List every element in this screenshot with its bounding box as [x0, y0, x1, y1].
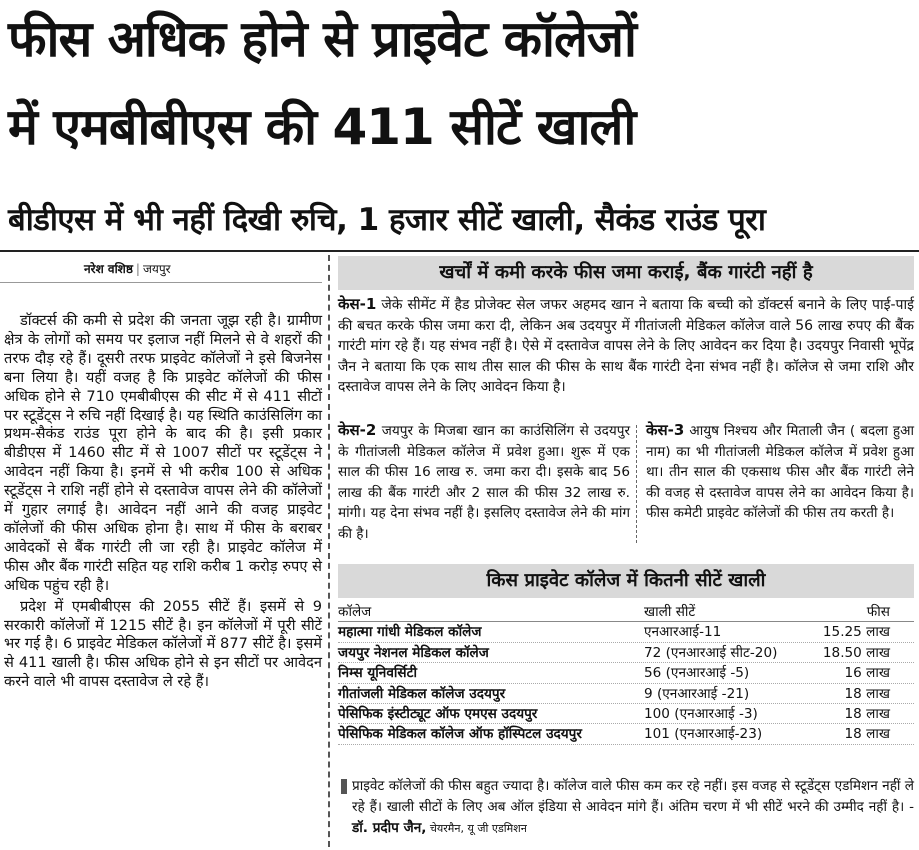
case-3-text: आयुष निश्चय और मिताली जैन ( बदला हुआ नाम) का भी गीतांजली मेडिकल कॉलेज में प्रवेश हुआ था। तीन साल की एकसाथ फीस और बैंक गारंटी लेने की वजह से दस्तावेज वापस लेने का आवेदन किया है। फीस कमेटी प्राइवेट कॉलेजों की फीस तय करती है।	[646, 423, 914, 522]
sidebar-title: खर्चों में कमी करके फीस जमा कराई, बैंक गारंटी नहीं है	[338, 256, 914, 290]
story-paragraph-2: प्रदेश में एमबीबीएस की 2055 सीटें हैं। इसमें से 9 सरकारी कॉलेजों में 1215 सीटें है। इन कॉलेजों में पूरी सीटें भर गई है। 6 प्राइवेट मेडिकल कॉलेजों में 877 सीटें है। इसमें से 411 खाली है। फीस अधिक होने से इन सीटों पर आवेदन करने वाले भी वापस दस्तावेज ले रहे हैं।	[4, 597, 322, 691]
quote-designation: चेयरमैन, यू जी एडमिशन	[426, 822, 527, 835]
college-name: महात्मा गांधी मेडिकल कॉलेज	[338, 624, 482, 641]
case-2-text: जयपुर के मिजबा खान का काउंसिलिंग से उदयपुर के गीतांजली मेडिकल कॉलेज में प्रवेश हुआ। शुरू में एक साल की फीस 16 लाख रु. जमा करा दी। इसके बाद 56 लाख की बैंक गारंटी और 2 साल की फीस 32 लाख रु. मांगी। यह देना संभव नहीं है। इसलिए दस्तावेज लेने की मांग की है।	[338, 423, 631, 542]
fee: 18 लाख	[844, 705, 890, 722]
fee: 15.25 लाख	[822, 624, 890, 641]
subheadline: बीडीएस में भी नहीं दिखी रुचि, 1 हजार सीटें खाली, सैकंड राउंड पूरा	[8, 202, 766, 238]
byline-rule	[0, 282, 322, 283]
expert-quote	[352, 776, 914, 839]
fee: 18 लाख	[844, 726, 890, 743]
vacant-seats-table	[338, 602, 914, 745]
fee: 16 लाख	[844, 665, 890, 682]
column-divider	[328, 255, 330, 847]
vacant-seats: 9 (एनआरआई -21)	[644, 685, 750, 702]
case-1-label: केस-1	[338, 295, 377, 313]
header-college: कॉलेज	[338, 604, 372, 620]
main-story	[4, 312, 322, 694]
byline-author: नरेश वशिष्ठ	[84, 262, 133, 276]
college-name: पेसिफिक मेडिकल कॉलेज ऑफ हॉस्पिटल उदयपुर	[338, 726, 582, 743]
table-header-row	[338, 602, 914, 622]
vacant-seats: 101 (एनआरआई-23)	[644, 726, 763, 743]
table-row	[338, 643, 914, 663]
table-row	[338, 622, 914, 642]
case-2-label: केस-2	[338, 421, 377, 439]
table-row	[338, 704, 914, 724]
table-title: किस प्राइवेट कॉलेज में कितनी सीटें खाली	[338, 564, 914, 598]
quote-attribution: डॉ. प्रदीप जैन,	[352, 820, 427, 836]
table-row	[338, 663, 914, 683]
table-row	[338, 724, 914, 744]
case-1-text: जेके सीमेंट में हैड प्रोजेक्ट सेल जफर अहमद खान ने बताया कि बच्ची को डॉक्टर्स बनाने के लिए पाई-पाई की बचत करके फीस जमा करा दी, लेकिन अब उदयपुर में गीतांजली मेडिकल कॉलेज वाले 56 लाख रुपए की बैंक गारंटी मांग रहे हैं। यह संभव नहीं है। ऐसे में दस्तावेज वापस लेने के लिए आवेदन कर दिया है। उदयपुर निवासी भूपेंद्र जैन ने बताया कि एक साथ तीस साल की फीस के साथ बैंक गारंटी देना संभव नहीं है। कॉलेज से जमा राशि और दस्तावेज वापस लेने के लिए आवेदन किया है।	[338, 297, 914, 396]
byline	[84, 260, 171, 277]
quote-text: प्राइवेट कॉलेजों की फीस बहुत ज्यादा है। कॉलेज वाले फीस कम कर रहे नहीं। इस वजह से स्टूडेंट्स एडमिशन नहीं ले रहे हैं। खाली सीटों के लिए अब ऑल इंडिया से आवेदन मांगे हैं। अंतिम चरण में भी सीटें भरने की उम्मीद नहीं है।	[352, 778, 914, 815]
college-name: पेसिफिक इंस्टीट्यूट ऑफ एमएस उदयपुर	[338, 705, 538, 722]
case-3-label: केस-3	[646, 421, 685, 439]
fee: 18.50 लाख	[822, 644, 890, 661]
college-name: निम्स यूनिवर्सिटी	[338, 665, 417, 682]
case-1	[338, 294, 914, 398]
headline-line-2: में एमबीबीएस की 411 सीटें खाली	[8, 98, 636, 156]
college-name: गीतांजली मेडिकल कॉलेज उदयपुर	[338, 685, 506, 702]
headline	[8, 4, 913, 162]
byline-separator: |	[135, 262, 140, 276]
vacant-seats: 72 (एनआरआई सीट-20)	[644, 644, 778, 661]
case-2	[338, 420, 630, 545]
vacant-seats: 56 (एनआरआई -5)	[644, 665, 750, 682]
vacant-seats: एनआरआई-11	[644, 624, 722, 641]
story-paragraph-1: डॉक्टर्स की कमी से प्रदेश की जनता जूझ रही है। ग्रामीण क्षेत्र के लोगों को समय पर इलाज नहीं मिलने से वे शहरों की तरफ दौड़ रहे हैं। दूसरी तरफ प्राइवेट कॉलेजों ने इसे बिजनेस बना लिया है। यहीं वजह है कि प्राइवेट कॉलेजों की फीस अधिक होने से 710 एमबीबीएस की सीट में से 411 सीटों पर स्टूडेंट्स ने रुचि नहीं दिखाई है। यह स्थिति काउंसिलिंग का प्रथम-सैकंड राउंड पूरा होने के बाद की है। इसी प्रकार बीडीएस में 1460 सीट में से 1007 सीटों पर स्टूडेंट्स ने आवेदन नहीं किया है। इनमें से भी करीब 100 से अधिक स्टूडेंट्स ने राशि नहीं होने से दस्तावेज वापस लेने की कॉलेजों में गुहार लगाई है। आवेदन नहीं आने की वजह प्राइवेट कॉलेजों की फीस अधिक होना है। साथ में फीस के बराबर आवेदकों से बैंक गारंटी ली जा रही है। प्राइवेट कॉलेज में फीस और बैंक गारंटी सहित यह राशि करीब 1 करोड़ रुपए से अधिक पहुंच रही है।	[4, 312, 322, 594]
header-vacant-seats: खाली सीटें	[644, 604, 696, 620]
college-name: जयपुर नेशनल मेडिकल कॉलेज	[338, 644, 489, 661]
quote-marker-icon	[341, 779, 347, 794]
case-divider	[636, 425, 637, 543]
case-3	[646, 420, 914, 524]
header-fee: फीस	[866, 604, 890, 620]
top-rule	[0, 250, 919, 252]
fee: 18 लाख	[844, 685, 890, 702]
headline-line-1: फीस अधिक होने से प्राइवेट कॉलेजों	[8, 10, 636, 68]
table-row	[338, 684, 914, 704]
vacant-seats: 100 (एनआरआई -3)	[644, 705, 758, 722]
byline-city: जयपुर	[142, 262, 171, 276]
quote-dash: -	[904, 799, 914, 815]
